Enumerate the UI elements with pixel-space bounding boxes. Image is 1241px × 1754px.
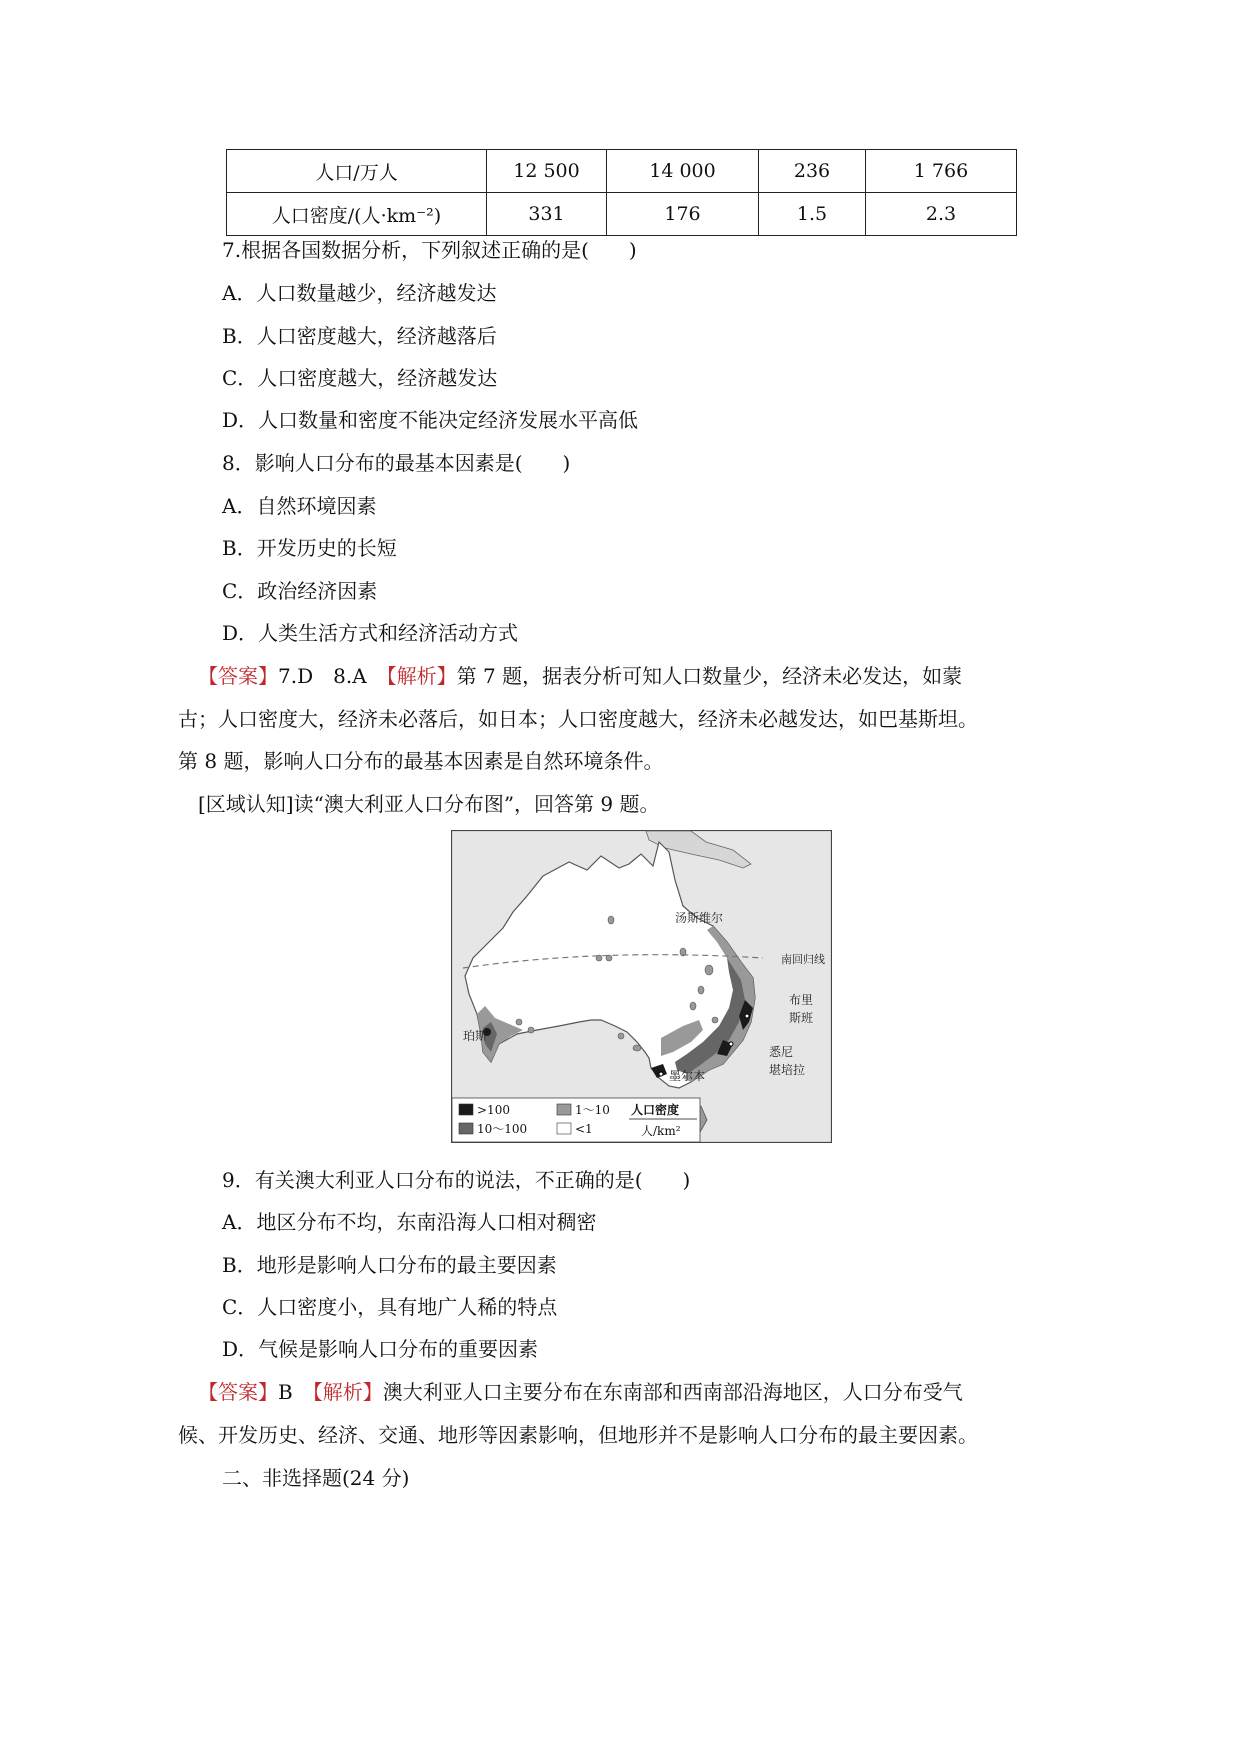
table-cell: 1.5: [759, 193, 866, 236]
map-legend: [452, 1098, 700, 1142]
density-zone-1-10: [705, 965, 713, 975]
density-zone-1-10: [698, 986, 704, 994]
question-9-option-d: D．气候是影响人口分布的重要因素: [222, 1337, 539, 1361]
map-label-canberra: 堪培拉: [769, 1063, 806, 1077]
legend-unit: 人/km²: [641, 1124, 681, 1138]
answer-7-8: [198, 662, 1068, 690]
density-zone-1-10: [712, 1017, 718, 1023]
table-cell: 2.3: [866, 193, 1017, 236]
analysis-text-line-2: 候、开发历史、经济、交通、地形等因素影响，但地形并不是影响人口分布的最主要因素。: [178, 1423, 978, 1447]
density-zone-1-10: [516, 1019, 522, 1025]
legend-swatch-10-100: [459, 1123, 473, 1134]
answer-value: 7.D 8.A: [278, 664, 387, 688]
question-9-stem: 9．有关澳大利亚人口分布的说法，不正确的是( ): [222, 1168, 691, 1192]
table-row: [227, 150, 1017, 193]
density-zone-1-10: [633, 1045, 641, 1051]
answer-9: [198, 1378, 1068, 1406]
map-label-perth: 珀斯: [463, 1029, 488, 1043]
legend-label-lt1: <1: [575, 1122, 593, 1136]
map-label-melbourne: 墨尔本: [669, 1069, 706, 1083]
density-zone-1-10: [618, 1033, 624, 1039]
question-7-stem: 7.根据各国数据分析，下列叙述正确的是( ): [222, 238, 637, 262]
section-heading: 二、非选择题(24 分): [222, 1466, 410, 1490]
legend-label-1-10: 1～10: [575, 1103, 610, 1117]
table-row: [227, 193, 1017, 236]
table-cell: 人口密度/(人·km⁻²): [227, 193, 487, 236]
analysis-tag: 【解析】: [312, 1380, 383, 1404]
city-point-melbourne: [659, 1072, 663, 1076]
analysis-text-line-2: 古；人口密度大，经济未必落后，如日本；人口密度越大，经济未必越发达，如巴基斯坦。: [178, 707, 978, 731]
city-point-brisbane: [745, 1014, 749, 1018]
australia-population-map: [451, 830, 832, 1143]
legend-swatch-gt100: [459, 1104, 473, 1115]
legend-swatch-lt1: [557, 1123, 571, 1134]
city-point-sydney: [729, 1042, 733, 1046]
table-cell: 176: [607, 193, 759, 236]
density-zone-1-10: [690, 1002, 696, 1010]
legend-label-gt100: >100: [477, 1103, 510, 1117]
question-9-intro: [区域认知]读“澳大利亚人口分布图”，回答第 9 题。: [198, 792, 660, 816]
table-cell: 331: [487, 193, 607, 236]
question-9-option-b: B．地形是影响人口分布的最主要因素: [222, 1253, 557, 1277]
map-label-townsville: 汤斯维尔: [675, 911, 724, 925]
table-cell: 12 500: [487, 150, 607, 193]
question-8-option-a: A．自然环境因素: [222, 494, 377, 518]
map-label-tropic: 南回归线: [781, 953, 825, 966]
map-label-brisbane-2: 斯班: [789, 1011, 814, 1025]
analysis-text: 澳大利亚人口主要分布在东南部和西南部沿海地区，人口分布受气: [382, 1380, 963, 1404]
legend-label-10-100: 10～100: [477, 1122, 528, 1136]
answer-value: B: [278, 1380, 313, 1404]
table-cell: 14 000: [607, 150, 759, 193]
answer-tag: 【答案】: [198, 1380, 278, 1404]
map-label-sydney: 悉尼: [769, 1045, 794, 1059]
table-cell: 236: [759, 150, 866, 193]
legend-title: 人口密度: [631, 1103, 680, 1117]
question-9-option-c: C．人口密度小，具有地广人稀的特点: [222, 1295, 558, 1319]
population-table: [226, 149, 1017, 236]
table-cell: 人口/万人: [227, 150, 487, 193]
question-8-option-c: C．政治经济因素: [222, 579, 378, 603]
analysis-text-line-3: 第 8 题，影响人口分布的最基本因素是自然环境条件。: [178, 749, 664, 773]
question-7-option-a: A．人口数量越少，经济越发达: [222, 281, 497, 305]
question-7-option-d: D．人口数量和密度不能决定经济发展水平高低: [222, 408, 639, 432]
question-8-option-d: D．人类生活方式和经济活动方式: [222, 621, 519, 645]
question-7-option-c: C．人口密度越大，经济越发达: [222, 366, 498, 390]
density-zone-1-10: [608, 916, 614, 924]
legend-swatch-1-10: [557, 1104, 571, 1115]
question-8-stem: 8．影响人口分布的最基本因素是( ): [222, 451, 571, 475]
table-cell: 1 766: [866, 150, 1017, 193]
analysis-tag: 【解析】: [386, 664, 457, 688]
question-7-option-b: B．人口密度越大，经济越落后: [222, 324, 497, 348]
map-label-brisbane-1: 布里: [789, 993, 814, 1007]
density-zone-1-10: [528, 1027, 534, 1033]
analysis-text: 第 7 题，据表分析可知人口数量少，经济未必发达，如蒙: [456, 664, 963, 688]
question-9-option-a: A．地区分布不均，东南沿海人口相对稠密: [222, 1210, 597, 1234]
question-8-option-b: B．开发历史的长短: [222, 536, 397, 560]
answer-tag: 【答案】: [198, 664, 278, 688]
